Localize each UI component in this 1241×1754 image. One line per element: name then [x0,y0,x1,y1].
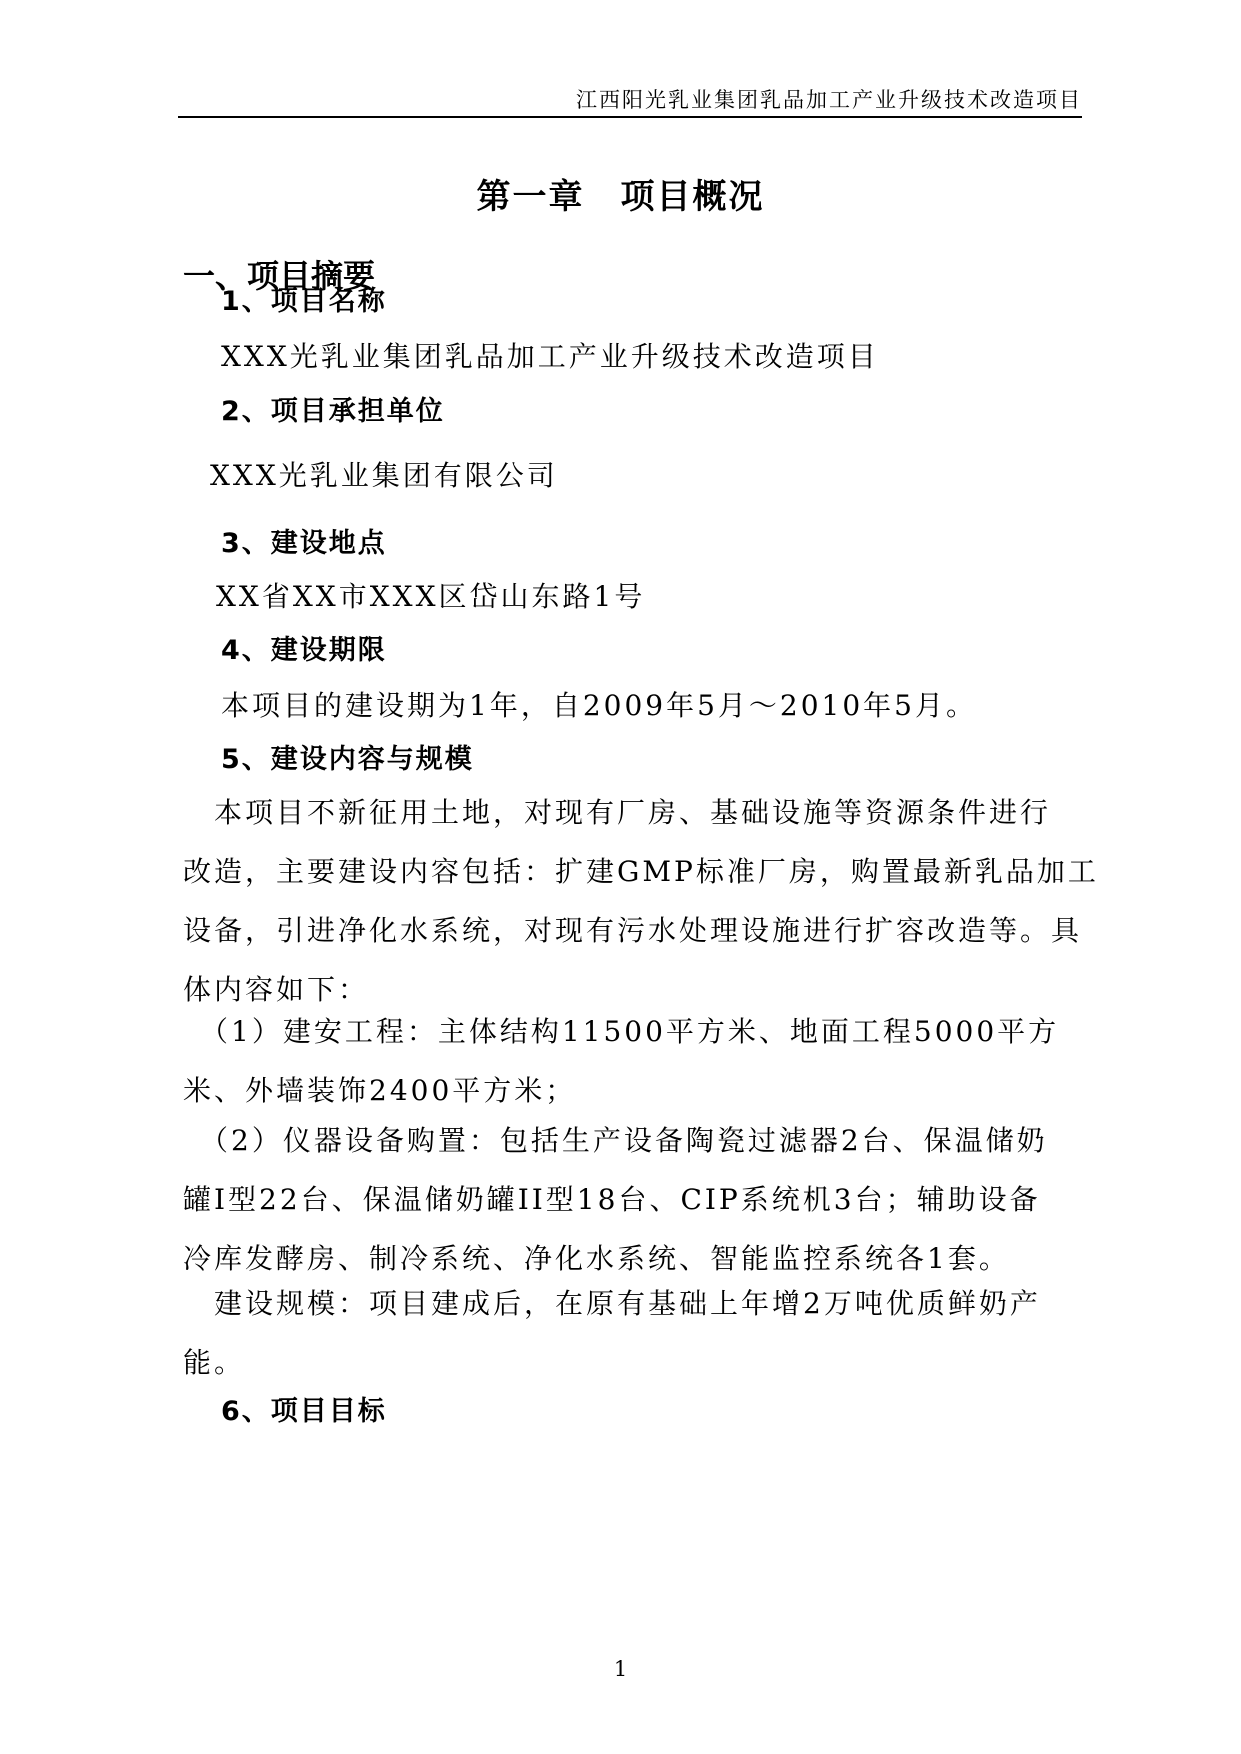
item-heading-project-name: 1、项目名称 [221,286,387,317]
item-heading-site: 3、建设地点 [221,528,387,559]
paragraph-line: 罐I型22台、保温储奶罐II型18台、CIP系统机3台；辅助设备 [183,1183,1041,1216]
equipment-paragraph [183,1111,1073,1288]
item-heading-project-goal: 6、项目目标 [221,1396,387,1427]
paragraph-line: 体内容如下： [183,973,370,1006]
paragraph-line: 改造，主要建设内容包括：扩建GMP标准厂房，购置最新乳品加工 [183,855,1099,888]
content-paragraph [183,783,1099,1019]
paragraph-line: 建设规模：项目建成后，在原有基础上年增2万吨优质鲜奶产 [183,1287,1041,1320]
header-rule [178,116,1082,118]
chapter-title: 第一章 项目概况 [476,177,765,217]
section-heading: 一、项目摘要 [183,257,376,295]
scale-paragraph [183,1274,1073,1392]
item-value-undertaking-unit: XXX光乳业集团有限公司 [210,459,558,492]
paragraph-line: 设备，引进净化水系统，对现有污水处理设施进行扩容改造等。具 [183,914,1083,947]
paragraph-line: （1）建安工程：主体结构11500平方米、地面工程5000平方 [183,1015,1060,1048]
paragraph-line: 冷库发酵房、制冷系统、净化水系统、智能监控系统各1套。 [183,1242,1010,1275]
paragraph-line: 能。 [183,1346,246,1379]
item-value-site: XX省XX市XXX区岱山东路1号 [216,580,646,613]
paragraph-line: 米、外墙装饰2400平方米； [183,1074,577,1107]
paragraph-line: （2）仪器设备购置：包括生产设备陶瓷过滤器2台、保温储奶 [183,1124,1048,1157]
item-value-project-name: XXX光乳业集团乳品加工产业升级技术改造项目 [221,340,879,373]
item-value-period: 本项目的建设期为1年，自2009年5月～2010年5月。 [221,689,977,722]
item-heading-period: 4、建设期限 [221,635,387,666]
item-heading-undertaking-unit: 2、项目承担单位 [221,396,445,427]
running-header: 江西阳光乳业集团乳品加工产业升级技术改造项目 [576,88,1082,112]
paragraph-line: 本项目不新征用土地，对现有厂房、基础设施等资源条件进行 [183,796,1052,829]
item-heading-content-scale: 5、建设内容与规模 [221,744,474,775]
construction-paragraph [183,1002,1073,1120]
page-number: 1 [613,1657,628,1681]
